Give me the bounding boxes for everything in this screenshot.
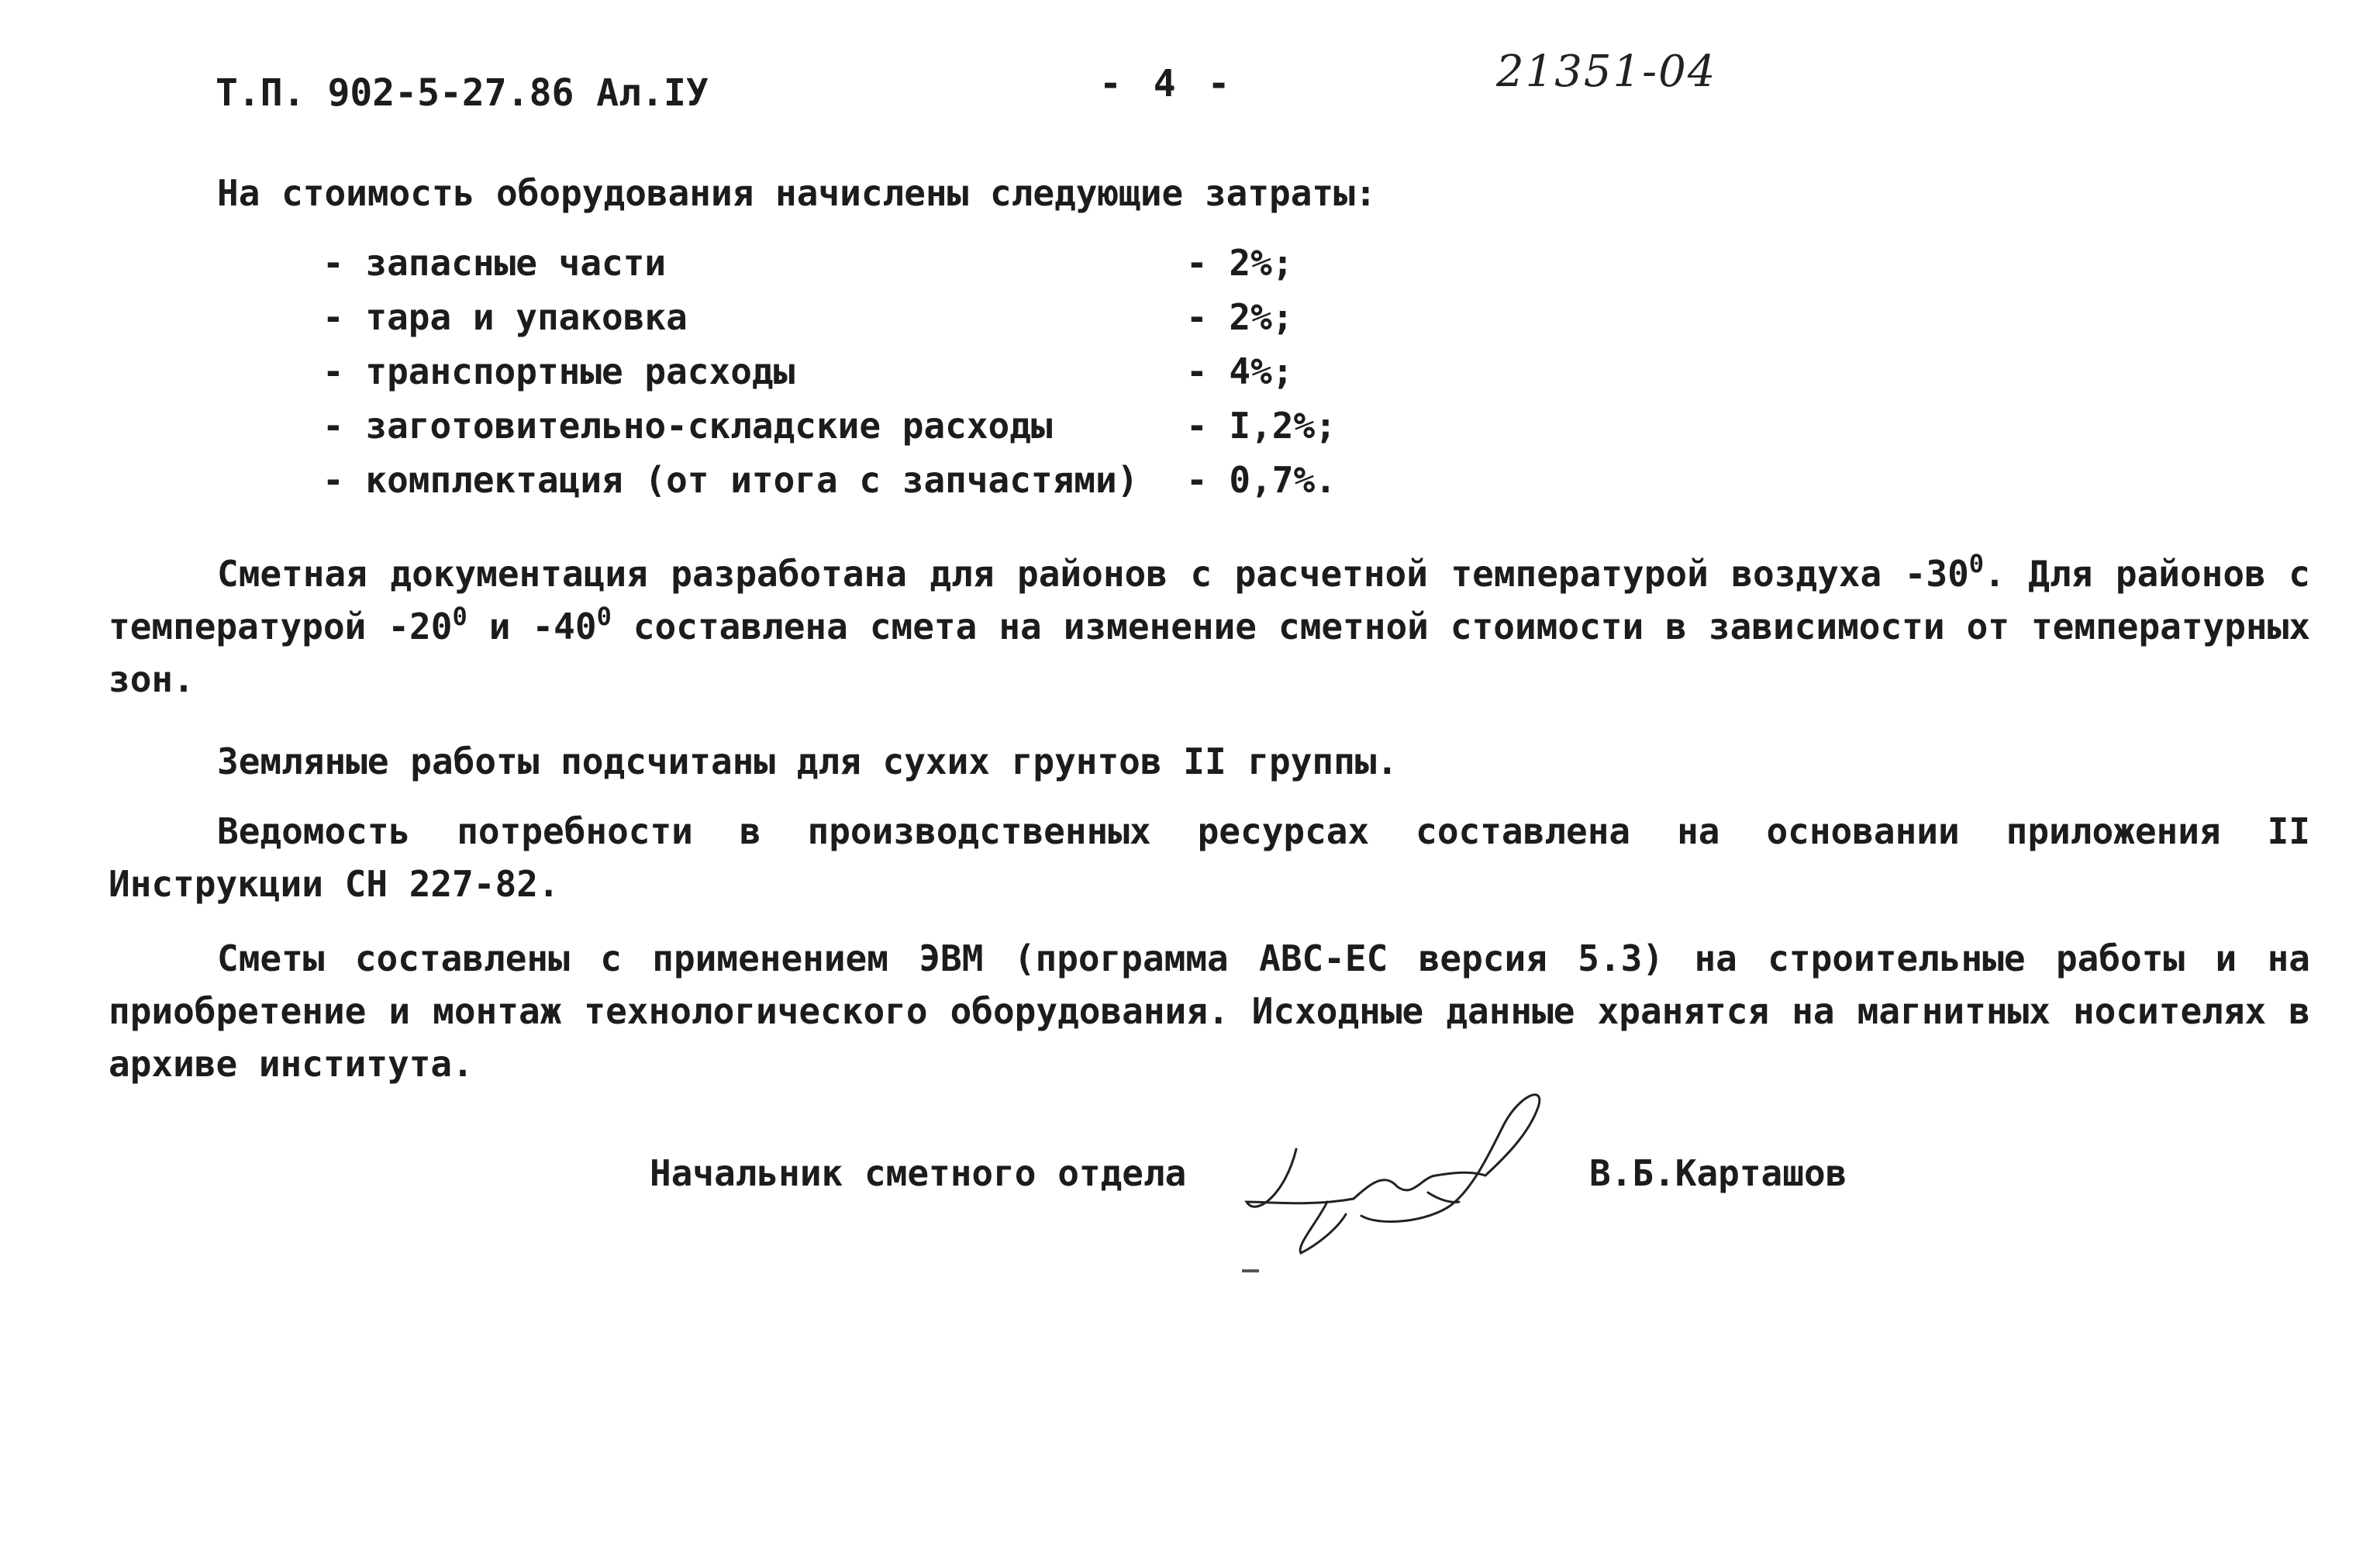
signature bbox=[1225, 1086, 1566, 1264]
degree-sign: 0 bbox=[596, 602, 612, 631]
signatory-name: В.Б.Карташов bbox=[1589, 1152, 1847, 1194]
cost-item-value: - 4%; bbox=[1186, 350, 1294, 392]
paragraph-temperature bbox=[109, 547, 2310, 706]
cost-item-value: - 2%; bbox=[1186, 242, 1294, 284]
paragraph-text: составлена смета на изменение сметной стоимости в зависимости от температурных зон. bbox=[109, 606, 2311, 700]
cost-item-label: - заготовительно-складские расходы bbox=[323, 405, 1053, 447]
paragraph-computer: Сметы составлены с применением ЭВМ (программа АВС-ЕС версия 5.3) на строительные работы и на приобретение и монтаж технологического оборудования. Исходные данные хранятся на магнитных носителях в архиве института. bbox=[109, 937, 2310, 1085]
cost-item-label: - запасные части bbox=[323, 242, 667, 284]
document-code: Т.П. 902-5-27.86 Ал.IУ bbox=[216, 71, 709, 115]
paragraph-text: Сметная документация разработана для районов с расчетной температурой воздуха -30 bbox=[217, 553, 1969, 595]
cost-item-label: - транспортные расходы bbox=[323, 350, 795, 392]
scan-mark bbox=[1242, 1269, 1259, 1272]
cost-item-value: - 2%; bbox=[1186, 296, 1294, 338]
handwritten-number: 21351-04 bbox=[1496, 47, 1717, 97]
signatory-title: Начальник сметного отдела bbox=[650, 1152, 1187, 1194]
cost-item-value: - 0,7%. bbox=[1186, 459, 1337, 501]
cost-item-label: - тара и упаковка bbox=[323, 296, 688, 338]
degree-sign: 0 bbox=[1968, 549, 1985, 578]
cost-intro: На стоимость оборудования начислены следующие затраты: bbox=[217, 172, 1377, 214]
cost-item-label: - комплектация (от итога с запчастями) bbox=[323, 459, 1139, 501]
page-number: - 4 - bbox=[1099, 62, 1235, 105]
paragraph-text: . Для районов с температурой -20 bbox=[109, 553, 2310, 647]
paragraph-earthworks: Земляные работы подсчитаны для сухих грунтов II группы. bbox=[217, 741, 1399, 782]
degree-sign: 0 bbox=[452, 602, 467, 631]
paragraph-resources: Ведомость потребности в производственных ресурсах составлена на основании приложения II Инструкции СН 227-82. bbox=[109, 810, 2310, 905]
paragraph-text: и -40 bbox=[467, 606, 597, 647]
cost-item-value: - I,2%; bbox=[1186, 405, 1337, 447]
